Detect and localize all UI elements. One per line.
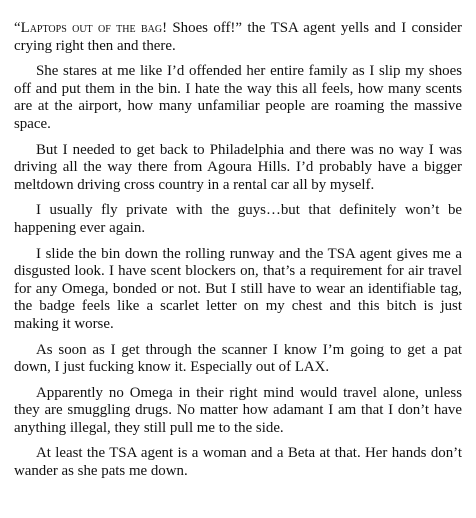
opening-rest: ! Shoes off!” the TSA agent yells and I consider crying right then and there. [14, 20, 462, 54]
paragraph: But I needed to get back to Philadelphia and there was no way I was driving all the way there from Agoura Hills. I’d probably have a bigger meltdown driving cross country in a rental car all by myself. [14, 141, 462, 193]
opening-smallcaps-lead: Laptops out of the bag [20, 20, 163, 36]
paragraph: Apparently no Omega in their right mind would travel alone, unless they are smuggling drugs. No matter how adamant I am that I don’t have anything illegal, they still pull me to the side. [14, 384, 462, 436]
opening-quote-mark: “ [14, 20, 21, 36]
paragraph-opening [14, 20, 462, 55]
paragraph: I usually fly private with the guys…but that definitely won’t be happening ever again. [14, 202, 462, 236]
paragraph: She stares at me like I’d offended her entire family as I slip my shoes off and put them in the bin. I hate the way this all feels, how many scents are at the airport, how many unfamiliar people are roaming the massive space. [14, 63, 462, 132]
paragraph: I slide the bin down the rolling runway and the TSA agent gives me a disgusted look. I have scent blockers on, that’s a requirement for air travel for any Omega, bonded or not. But I still have to wear an identifiable tag, the badge feels like a scarlet letter on my chest and this bitch is just making it worse. [14, 245, 462, 332]
paragraph: As soon as I get through the scanner I know I’m going to get a pat down, I just fucking know it. Especially out of LAX. [14, 341, 462, 376]
paragraph: At least the TSA agent is a woman and a Beta at that. Her hands don’t wander as she pats me down. [14, 445, 462, 480]
